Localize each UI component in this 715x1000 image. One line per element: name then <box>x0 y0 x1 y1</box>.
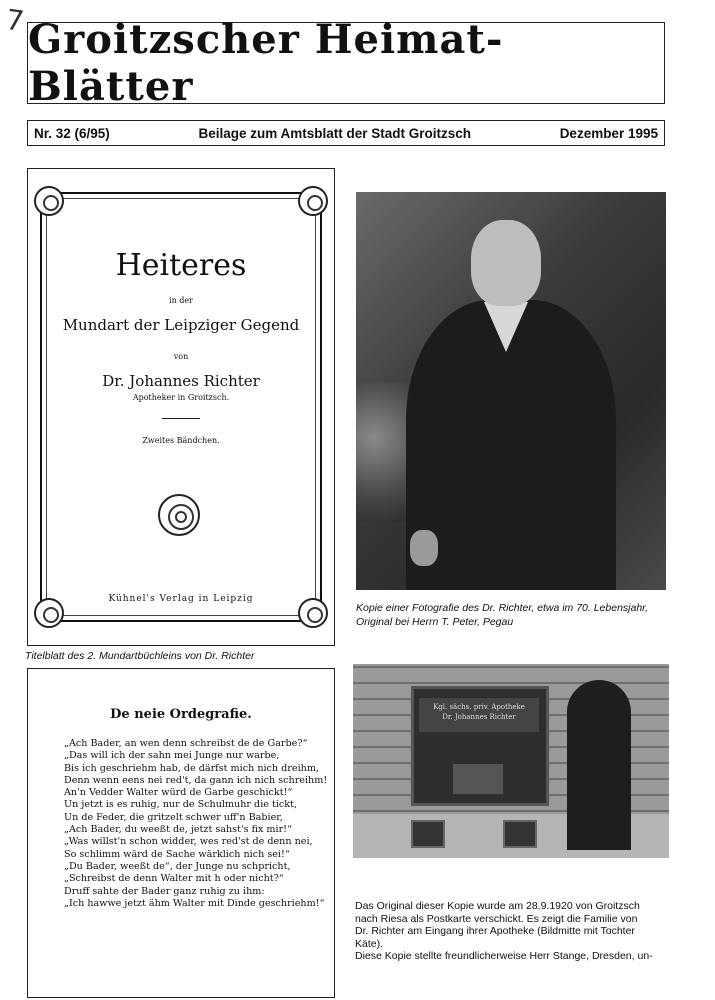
pharmacy-caption-line: nach Riesa als Postkarte verschickt. Es zeigt die Familie von <box>355 912 638 925</box>
pharmacy-lower-window <box>411 820 445 848</box>
corner-rose-ornament <box>298 186 328 216</box>
handwritten-page-number: 7 <box>3 2 27 39</box>
book-von: von <box>173 352 189 361</box>
pharmacy-caption-line: Diese Kopie stellte freundlicherweise Herr Stange, Dresden, un- <box>355 950 653 962</box>
rose-icon <box>158 494 200 536</box>
masthead-title: Groitzscher Heimat-Blätter <box>28 16 504 110</box>
portrait-caption-line1: Kopie einer Fotografie des Dr. Richter, etwa im 70. Lebensjahr, <box>356 602 649 614</box>
title-divider <box>162 418 200 419</box>
title-page-caption: Titelblatt des 2. Mundartbüchleins von Dr. Richter <box>25 650 255 662</box>
issue-date: Dezember 1995 <box>559 125 658 141</box>
issue-number: Nr. 32 (6/95) <box>34 125 110 141</box>
book-title: Heiteres <box>115 248 247 283</box>
portrait-hand <box>410 530 438 566</box>
poem-line: „Du Bader, weeßt de“, der Junge nu schpricht, <box>64 860 291 872</box>
poem-text <box>64 738 334 910</box>
pharmacy-photo <box>353 664 669 858</box>
pharmacy-caption-line: Dr. Richter am Eingang ihrer Apotheke (Bildmitte mit Tochter <box>355 925 635 937</box>
poem-line: Druff sahte der Bader ganz ruhig zu ihm: <box>64 885 265 897</box>
book-subtitle: Mundart der Leipziger Gegend <box>62 316 300 334</box>
pharmacy-lower-window <box>503 820 537 848</box>
poem-line: Un de Feder, die gritzelt schwer uff'n Babier, <box>64 811 283 823</box>
poem-line: So schlimm wärd de Sache wärklich nich sei!“ <box>64 848 290 860</box>
poem-line: Denn wenn eens nei red't, da gann ich nich schreihm! <box>64 774 328 786</box>
portrait-caption-line2: Original bei Herrn T. Peter, Pegau <box>356 616 514 628</box>
pharmacy-sign-line1: Kgl. sächs. priv. Apotheke <box>433 703 525 711</box>
book-publisher: Kühnel's Verlag in Leipzig <box>108 594 254 604</box>
book-author: Dr. Johannes Richter <box>102 372 260 390</box>
pharmacy-inner-sign <box>453 764 503 794</box>
pharmacy-sign-line2: Dr. Johannes Richter <box>442 713 516 721</box>
corner-rose-ornament <box>34 186 64 216</box>
poem-line: „Ach Bader, du weeßt de, jetzt sahst's fix mir!“ <box>64 824 292 836</box>
pharmacy-caption-line: Das Original dieser Kopie wurde am 28.9.1920 von Groitzsch <box>355 900 640 912</box>
supplement-note: Beilage zum Amtsblatt der Stadt Groitzsch <box>198 125 472 141</box>
poem-line: „Ich hawwe jetzt ähm Walter mit Dinde geschriehm!“ <box>64 897 325 909</box>
poem-line: An'n Vedder Walter würd de Garbe geschickt!“ <box>64 787 293 799</box>
pharmacy-sign <box>419 698 539 732</box>
book-in-der: in der <box>169 296 193 305</box>
book-author-role: Apotheker in Groitzsch. <box>132 393 230 402</box>
pharmacy-caption <box>355 900 675 963</box>
masthead <box>27 16 665 110</box>
poem-line: „Das will ich der sahn mei Junge nur warbe, <box>64 750 280 762</box>
poem-line: Un jetzt is es ruhig, nur de Schulmuhr die tickt, <box>64 799 297 811</box>
poem-line: Bis ich geschriehm hab, de därfst mich nich dreihm, <box>64 762 319 774</box>
poem-title: De neie Ordegrafie. <box>110 707 252 722</box>
poem-line: „Ach Bader, an wen denn schreibst de de Garbe?“ <box>64 738 308 749</box>
portrait-photo <box>356 192 666 590</box>
portrait-head <box>471 220 541 306</box>
poem-line: „Was willst'n schon widder, wes red'st de denn nei, <box>64 836 313 848</box>
issue-info-bar <box>27 120 665 146</box>
pharmacy-caption-line: Käte). <box>355 937 384 950</box>
book-volume: Zweites Bändchen. <box>142 436 220 445</box>
poem-line: „Schreibst de denn Walter mit h oder nicht?“ <box>64 873 284 885</box>
pharmacy-doorway <box>567 680 631 850</box>
